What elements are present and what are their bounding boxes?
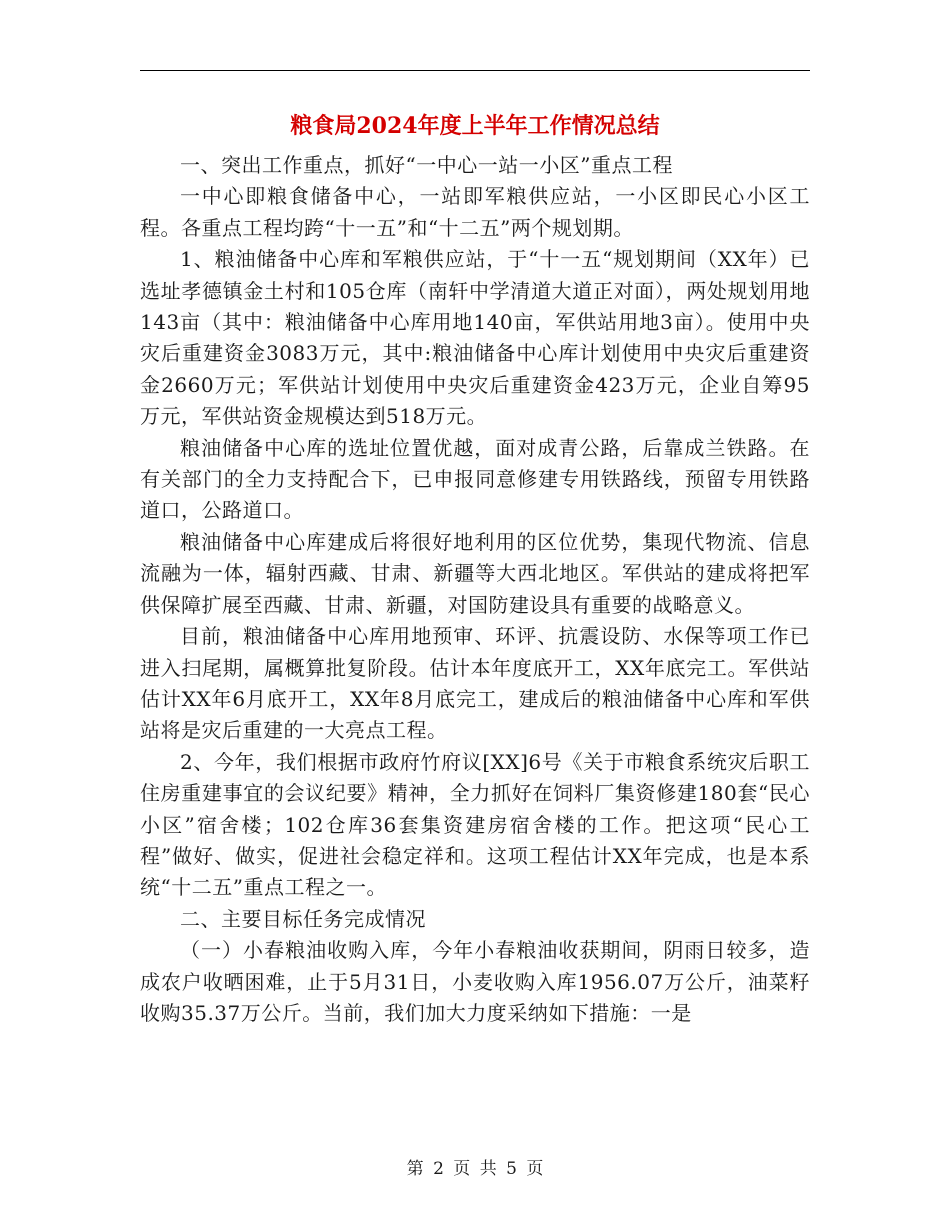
paragraph: 粮油储备中心库的选址位置优越，面对成青公路，后靠成兰铁路。在有关部门的全力支持配合下，已申报同意修建专用铁路线，预留专用铁路道口，公路道口。 xyxy=(140,435,810,523)
paragraph: 粮油储备中心库建成后将很好地利用的区位优势，集现代物流、信息流融为一体，辐射西藏、甘肃、新疆等大西北地区。军供站的建成将把军供保障扩展至西藏、甘肃、新疆，对国防建设具有重要的战略意义。 xyxy=(140,529,810,617)
paragraph: 2、今年，我们根据市政府竹府议[XX]6号《关于市粮食系统灾后职工住房重建事宜的会议纪要》精神，全力抓好在饲料厂集资修建180套“民心小区”宿舍楼；102仓库36套集资建房宿舍楼的工作。把这项“民心工程”做好、做实，促进社会稳定祥和。这项工程估计XX年完成，也是本系统“十二五”重点工程之一。 xyxy=(140,749,810,900)
page-footer: 第 2 页 共 5 页 xyxy=(406,1159,544,1179)
document-title: 粮食局2024年度上半年工作情况总结 xyxy=(290,113,660,139)
paragraph: 目前，粮油储备中心库用地预审、环评、抗震设防、水保等项工作已进入扫尾期，属概算批复阶段。估计本年度底开工，XX年底完工。军供站估计XX年6月底开工，XX年8月底完工，建成后的粮油储备中心库和军供站将是灾后重建的一大亮点工程。 xyxy=(140,624,810,743)
paragraph: 一中心即粮食储备中心，一站即军粮供应站，一小区即民心小区工程。各重点工程均跨“十一五”和“十二五”两个规划期。 xyxy=(140,184,810,240)
paragraph: （一）小春粮油收购入库，今年小春粮油收获期间，阴雨日较多，造成农户收晒困难，止于5月31日，小麦收购入库1956.07万公斤，油菜籽收购35.37万公斤。当前，我们加大力度采纳如下措施：一是 xyxy=(140,938,810,1025)
section-heading-1: 一、突出工作重点，抓好“一中心一站一小区”重点工程 xyxy=(180,153,673,177)
header-rule xyxy=(140,70,810,71)
paragraph: 1、粮油储备中心库和军粮供应站，于“十一五“规划期间（XX年）已选址孝德镇金土村和105仓库（南轩中学清道大道正对面），两处规划用地143亩（其中：粮油储备中心库用地140亩，军供站用地3亩）。使用中央灾后重建资金3083万元，其中:粮油储备中心库计划使用中央灾后重建资金2660万元；军供站计划使用中央灾后重建资金423万元，企业自筹95万元，军供站资金规模达到518万元。 xyxy=(140,247,810,429)
section-heading-2: 二、主要目标任务完成情况 xyxy=(180,906,426,931)
document-body xyxy=(140,150,810,1029)
